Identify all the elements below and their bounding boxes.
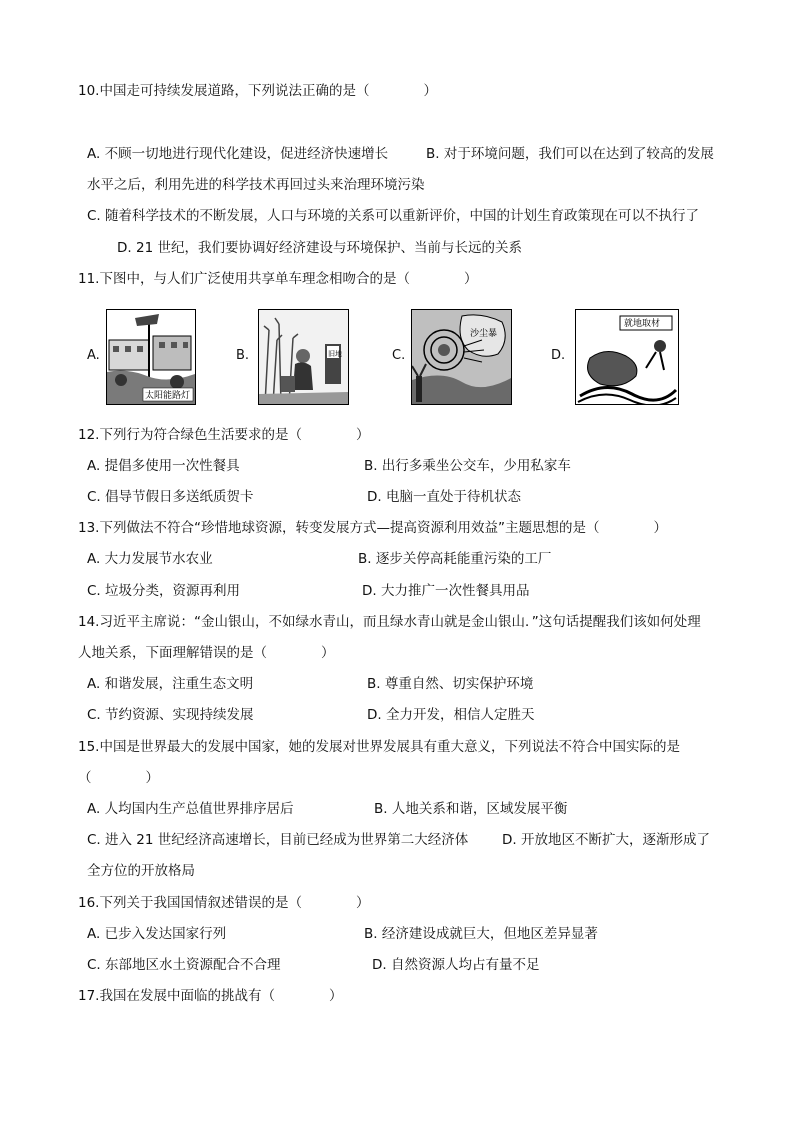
q11-figure-b-caption: 旧地 <box>328 350 342 358</box>
q11-figure-a <box>106 309 196 405</box>
q15-option-a: A. 人均国内生产总值世界排序居后 <box>87 801 294 817</box>
q15-option-d-cont: 全方位的开放格局 <box>87 863 195 879</box>
q11-figure-d-caption: 就地取材 <box>624 319 661 329</box>
q11-stem: 11.下图中，与人们广泛使用共享单车理念相吻合的是（ ） <box>78 271 478 287</box>
q10-option-b-cont: 水平之后，利用先进的科学技术再回过头来治理环境污染 <box>87 177 425 193</box>
q10-option-c: C. 随着科学技术的不断发展，人口与环境的关系可以重新评价，中国的计划生育政策现在可以不执行了 <box>87 208 700 224</box>
q12-option-d: D. 电脑一直处于待机状态 <box>367 489 521 505</box>
q16-option-c: C. 东部地区水土资源配合不合理 <box>87 957 281 973</box>
q14-option-d: D. 全力开发，相信人定胜天 <box>367 707 535 723</box>
farmer-in-field-illustration <box>259 310 348 404</box>
q12-option-c: C. 倡导节假日多送纸质贺卡 <box>87 489 254 505</box>
sandstorm-illustration <box>412 310 511 404</box>
q17-stem: 17.我国在发展中面临的挑战有（ ） <box>78 988 343 1004</box>
q15-option-d: D. 开放地区不断扩大，逐渐形成了 <box>502 832 710 848</box>
local-materials-illustration <box>576 310 678 404</box>
solar-street-light-illustration <box>107 310 195 404</box>
q13-option-a: A. 大力发展节水农业 <box>87 551 213 567</box>
q12-stem: 12.下列行为符合绿色生活要求的是（ ） <box>78 427 370 443</box>
q14-option-c: C. 节约资源、实现持续发展 <box>87 707 254 723</box>
q13-option-d: D. 大力推广一次性餐具用品 <box>362 583 530 599</box>
q11-label-c: C. <box>392 348 406 363</box>
q11-figure-c-caption: 沙尘暴 <box>470 329 498 339</box>
q16-option-a: A. 已步入发达国家行列 <box>87 926 227 942</box>
q13-option-b: B. 逐步关停高耗能重污染的工厂 <box>358 551 552 567</box>
q11-label-d: D. <box>551 348 566 363</box>
q16-option-b: B. 经济建设成就巨大，但地区差异显著 <box>364 926 598 942</box>
q11-figure-a-caption: 太阳能路灯 <box>145 391 191 401</box>
q12-option-a: A. 提倡多使用一次性餐具 <box>87 458 240 474</box>
q13-stem: 13.下列做法不符合“珍惜地球资源，转变发展方式—提高资源利用效益”主题思想的是（ ） <box>78 520 667 536</box>
q11-figure-d <box>575 309 679 405</box>
q11-figure-b <box>258 309 349 405</box>
q10-option-a: A. 不顾一切地进行现代化建设，促进经济快速增长 <box>87 146 389 162</box>
q11-label-a: A. <box>87 348 100 363</box>
q16-option-d: D. 自然资源人均占有量不足 <box>372 957 540 973</box>
q15-option-c: C. 进入 21 世纪经济高速增长，目前已经成为世界第二大经济体 <box>87 832 469 848</box>
q15-stem-cont: （ ） <box>78 770 159 786</box>
q14-stem: 14.习近平主席说：“金山银山，不如绿水青山，而且绿水青山就是金山银山．”这句话提醒我们该如何处理 <box>78 614 701 630</box>
q16-stem: 16.下列关于我国国情叙述错误的是（ ） <box>78 895 370 911</box>
q14-option-a: A. 和谐发展，注重生态文明 <box>87 676 254 692</box>
q10-option-d: D. 21 世纪，我们要协调好经济建设与环境保护、当前与长远的关系 <box>117 240 522 256</box>
q15-option-b: B. 人地关系和谐，区域发展平衡 <box>374 801 568 817</box>
q10-option-b: B. 对于环境问题，我们可以在达到了较高的发展 <box>426 146 714 162</box>
q13-option-c: C. 垃圾分类，资源再利用 <box>87 583 241 599</box>
q14-option-b: B. 尊重自然、切实保护环境 <box>367 676 534 692</box>
q12-option-b: B. 出行多乘坐公交车，少用私家车 <box>364 458 571 474</box>
q10-stem: 10.中国走可持续发展道路，下列说法正确的是（ ） <box>78 83 437 99</box>
q14-stem-cont: 人地关系，下面理解错误的是（ ） <box>78 645 335 661</box>
q15-stem: 15.中国是世界最大的发展中国家，她的发展对世界发展具有重大意义，下列说法不符合中国实际的是 <box>78 739 680 755</box>
q11-figure-c <box>411 309 512 405</box>
q11-label-b: B. <box>236 348 250 363</box>
